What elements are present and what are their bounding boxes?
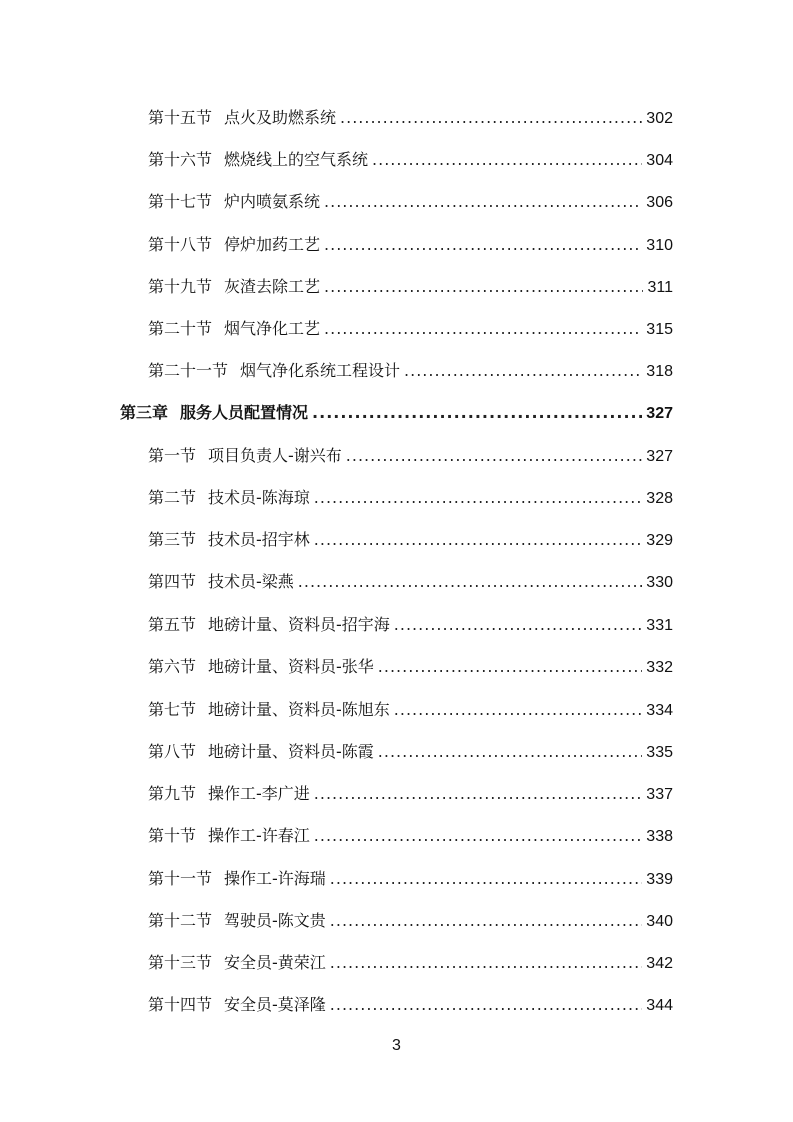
toc-entry-title: 地磅计量、资料员-陈霞 — [208, 742, 374, 761]
toc-entry[interactable] — [148, 232, 673, 258]
toc-entry-page: 330 — [646, 574, 673, 591]
toc-entry[interactable] — [148, 781, 673, 807]
toc-entry-title: 烟气净化系统工程设计 — [240, 361, 401, 380]
toc-entry-number: 第二十一节 — [148, 361, 229, 380]
dot-leader — [378, 739, 643, 765]
dot-leader — [314, 781, 643, 807]
dot-leader — [394, 612, 643, 638]
toc-entry-title: 项目负责人-谢兴布 — [208, 446, 342, 465]
toc-entry-page: 329 — [646, 532, 673, 549]
toc-entry[interactable] — [148, 443, 673, 469]
toc-entry[interactable] — [148, 569, 673, 595]
toc-entry-title: 操作工-许海瑞 — [224, 869, 326, 888]
toc-entry-number: 第十七节 — [148, 192, 213, 211]
toc-entry-number: 第六节 — [148, 657, 197, 676]
dot-leader — [324, 316, 642, 342]
toc-entry-title: 烟气净化工艺 — [224, 319, 321, 338]
toc-entry-number: 第二十节 — [148, 319, 213, 338]
toc-entry-page: 318 — [646, 363, 673, 380]
page-number: 3 — [392, 1037, 401, 1054]
toc-entry-number: 第十八节 — [148, 235, 213, 254]
toc-entry[interactable] — [148, 316, 673, 342]
toc-entry-number: 第十五节 — [148, 108, 213, 127]
toc-entry-number: 第七节 — [148, 700, 197, 719]
toc-entry[interactable] — [148, 147, 673, 173]
dot-leader — [298, 569, 643, 595]
toc-entry-title: 服务人员配置情况 — [180, 403, 309, 422]
dot-leader — [330, 866, 643, 892]
toc-entry-title: 地磅计量、资料员-陈旭东 — [208, 700, 390, 719]
toc-entry-page: 302 — [646, 110, 673, 127]
toc-entry[interactable] — [148, 358, 673, 384]
dot-leader — [378, 654, 643, 680]
toc-entry-page: 337 — [646, 786, 673, 803]
toc-entry-title: 安全员-黄荣江 — [224, 953, 326, 972]
dot-leader — [324, 274, 643, 300]
toc-entry[interactable] — [148, 992, 673, 1018]
toc-entry-page: 327 — [646, 405, 673, 422]
toc-entry-title: 点火及助燃系统 — [224, 108, 337, 127]
toc-entry-title: 操作工-李广进 — [208, 784, 310, 803]
dot-leader — [324, 232, 642, 258]
toc-entry-title: 技术员-陈海琼 — [208, 488, 310, 507]
toc-entry-page: 327 — [646, 448, 673, 465]
dot-leader — [312, 400, 642, 426]
toc-entry[interactable] — [148, 823, 673, 849]
toc-entry-page: 311 — [647, 279, 673, 296]
toc-entry-page: 331 — [646, 617, 673, 634]
toc-entry-number: 第三节 — [148, 530, 197, 549]
toc-entry-page: 315 — [646, 321, 673, 338]
dot-leader — [330, 908, 643, 934]
toc-entry-title: 灰渣去除工艺 — [224, 277, 321, 296]
toc-entry-title: 安全员-莫泽隆 — [224, 995, 326, 1014]
toc-entry-page: 342 — [646, 955, 673, 972]
dot-leader — [340, 105, 642, 131]
dot-leader — [346, 443, 643, 469]
toc-entry-page: 310 — [646, 237, 673, 254]
toc-entry[interactable] — [148, 189, 673, 215]
toc-entry-title: 炉内喷氨系统 — [224, 192, 321, 211]
toc-entry-page: 334 — [646, 702, 673, 719]
toc-entry[interactable] — [148, 527, 673, 553]
toc-entry-title: 地磅计量、资料员-招宇海 — [208, 615, 390, 634]
toc-entry-number: 第五节 — [148, 615, 197, 634]
toc-entry-number: 第十六节 — [148, 150, 213, 169]
toc-entry-title: 操作工-许春江 — [208, 826, 310, 845]
dot-leader — [324, 189, 642, 215]
toc-entry[interactable] — [148, 485, 673, 511]
toc-entry[interactable] — [148, 866, 673, 892]
toc-entry[interactable] — [148, 908, 673, 934]
toc-entry-number: 第四节 — [148, 572, 197, 591]
toc-entry-number: 第二节 — [148, 488, 197, 507]
toc-entry-title: 燃烧线上的空气系统 — [224, 150, 369, 169]
toc-entry-number: 第十一节 — [148, 869, 213, 888]
toc-entry[interactable] — [148, 654, 673, 680]
toc-entry-page: 339 — [646, 871, 673, 888]
toc-entry-number: 第十四节 — [148, 995, 213, 1014]
toc-entry[interactable] — [148, 612, 673, 638]
toc-entry[interactable] — [148, 950, 673, 976]
toc-entry-title: 停炉加药工艺 — [224, 235, 321, 254]
dot-leader — [314, 823, 643, 849]
toc-entry[interactable] — [148, 697, 673, 723]
toc-entry[interactable] — [148, 274, 673, 300]
toc-entry-page: 340 — [646, 913, 673, 930]
toc-entry-page: 304 — [646, 152, 673, 169]
toc-entry[interactable] — [148, 739, 673, 765]
toc-entry-page: 344 — [646, 997, 673, 1014]
dot-leader — [404, 358, 642, 384]
toc-entry-title: 技术员-梁燕 — [208, 572, 294, 591]
toc-entry-number: 第十节 — [148, 826, 197, 845]
dot-leader — [394, 697, 643, 723]
toc-entry-number: 第十九节 — [148, 277, 213, 296]
toc-entry-title: 地磅计量、资料员-张华 — [208, 657, 374, 676]
dot-leader — [314, 485, 643, 511]
toc-entry-number: 第一节 — [148, 446, 197, 465]
dot-leader — [314, 527, 643, 553]
toc-entry-page: 338 — [646, 828, 673, 845]
toc-entry-number: 第八节 — [148, 742, 197, 761]
toc-entry[interactable] — [148, 105, 673, 131]
dot-leader — [330, 992, 643, 1018]
toc-entry-number: 第九节 — [148, 784, 197, 803]
toc-entry-page: 306 — [646, 194, 673, 211]
toc-entry-number: 第三章 — [120, 403, 169, 422]
toc-entry-page: 335 — [646, 744, 673, 761]
toc-entry-page: 328 — [646, 490, 673, 507]
toc-entry-title: 驾驶员-陈文贵 — [224, 911, 326, 930]
toc-entry-title: 技术员-招宇林 — [208, 530, 310, 549]
toc-entry-number: 第十二节 — [148, 911, 213, 930]
toc-entry-page: 332 — [646, 659, 673, 676]
toc-chapter-entry[interactable] — [120, 400, 673, 426]
dot-leader — [330, 950, 643, 976]
dot-leader — [372, 147, 642, 173]
toc-entry-number: 第十三节 — [148, 953, 213, 972]
